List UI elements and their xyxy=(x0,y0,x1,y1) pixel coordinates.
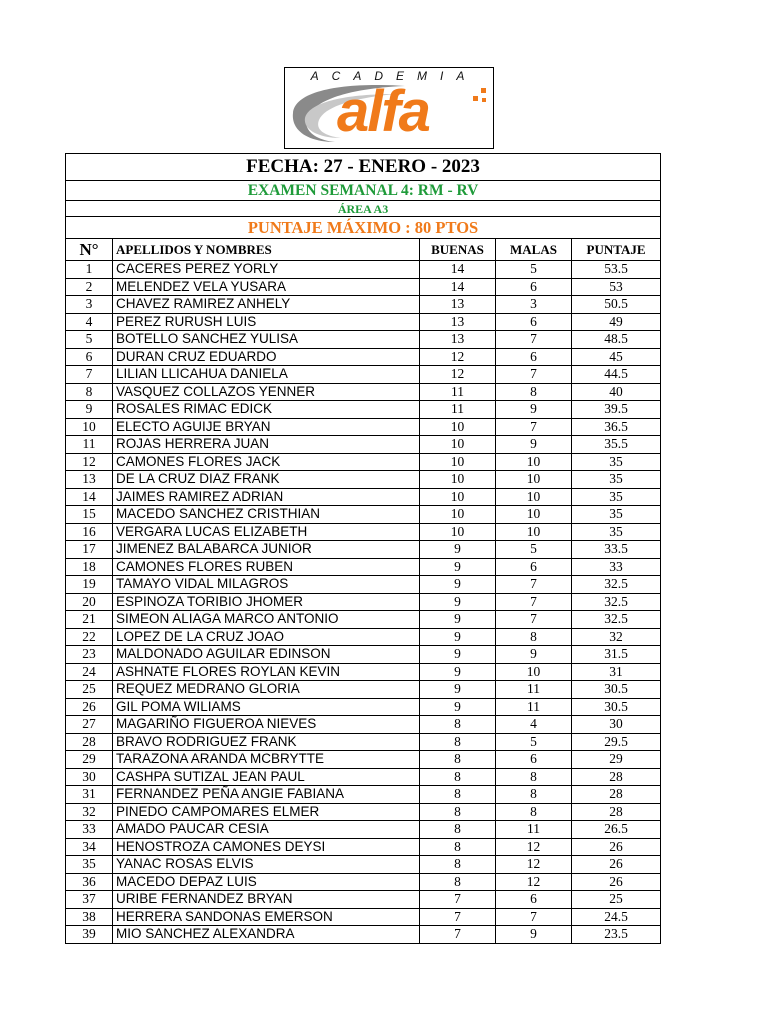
score-value: 24.5 xyxy=(572,908,661,926)
table-row xyxy=(66,593,661,611)
row-number: 14 xyxy=(66,488,113,506)
student-name: MALDONADO AGUILAR EDINSON xyxy=(113,646,420,664)
academia-alfa-logo xyxy=(284,67,494,149)
student-name: ELECTO AGUIJE BRYAN xyxy=(113,418,420,436)
row-number: 4 xyxy=(66,313,113,331)
buenas-count: 14 xyxy=(420,261,496,279)
exam-date: FECHA: 27 - ENERO - 2023 xyxy=(66,154,661,181)
row-number: 23 xyxy=(66,646,113,664)
table-row xyxy=(66,453,661,471)
malas-count: 9 xyxy=(496,401,572,419)
malas-count: 10 xyxy=(496,523,572,541)
table-row xyxy=(66,313,661,331)
score-value: 31 xyxy=(572,663,661,681)
buenas-count: 10 xyxy=(420,506,496,524)
student-name: REQUEZ MEDRANO GLORIA xyxy=(113,681,420,699)
student-name: HENOSTROZA CAMONES DEYSI xyxy=(113,838,420,856)
header-buenas: BUENAS xyxy=(420,239,496,261)
row-number: 28 xyxy=(66,733,113,751)
max-score: PUNTAJE MÁXIMO : 80 PTOS xyxy=(66,217,661,239)
student-name: JAIMES RAMIREZ ADRIAN xyxy=(113,488,420,506)
malas-count: 3 xyxy=(496,296,572,314)
student-name: LOPEZ DE LA CRUZ JOAO xyxy=(113,628,420,646)
student-name: TARAZONA ARANDA MCBRYTTE xyxy=(113,751,420,769)
row-number: 6 xyxy=(66,348,113,366)
table-row xyxy=(66,926,661,944)
buenas-count: 8 xyxy=(420,733,496,751)
malas-count: 10 xyxy=(496,663,572,681)
student-name: URIBE FERNANDEZ BRYAN xyxy=(113,891,420,909)
malas-count: 7 xyxy=(496,593,572,611)
score-value: 33 xyxy=(572,558,661,576)
buenas-count: 9 xyxy=(420,593,496,611)
row-number: 35 xyxy=(66,856,113,874)
row-number: 38 xyxy=(66,908,113,926)
row-number: 24 xyxy=(66,663,113,681)
table-row xyxy=(66,908,661,926)
row-number: 21 xyxy=(66,611,113,629)
malas-count: 8 xyxy=(496,383,572,401)
malas-count: 9 xyxy=(496,646,572,664)
student-name: HERRERA SANDONAS EMERSON xyxy=(113,908,420,926)
buenas-count: 13 xyxy=(420,296,496,314)
student-name: DE LA CRUZ DIAZ FRANK xyxy=(113,471,420,489)
score-value: 32.5 xyxy=(572,576,661,594)
table-row xyxy=(66,786,661,804)
logo-wordmark: alfa xyxy=(337,79,429,144)
table-row xyxy=(66,628,661,646)
student-name: CASHPA SUTIZAL JEAN PAUL xyxy=(113,768,420,786)
student-name: BOTELLO SANCHEZ YULISA xyxy=(113,331,420,349)
score-value: 35 xyxy=(572,523,661,541)
table-row xyxy=(66,348,661,366)
table-row xyxy=(66,331,661,349)
row-number: 2 xyxy=(66,278,113,296)
student-name: LILIAN LLICAHUA DANIELA xyxy=(113,366,420,384)
row-number: 16 xyxy=(66,523,113,541)
malas-count: 7 xyxy=(496,576,572,594)
row-number: 39 xyxy=(66,926,113,944)
student-name: TAMAYO VIDAL MILAGROS xyxy=(113,576,420,594)
buenas-count: 7 xyxy=(420,926,496,944)
table-row xyxy=(66,261,661,279)
table-row xyxy=(66,436,661,454)
table-row xyxy=(66,611,661,629)
buenas-count: 12 xyxy=(420,348,496,366)
malas-count: 10 xyxy=(496,506,572,524)
buenas-count: 8 xyxy=(420,873,496,891)
buenas-count: 9 xyxy=(420,646,496,664)
table-row xyxy=(66,401,661,419)
malas-count: 8 xyxy=(496,803,572,821)
score-value: 32.5 xyxy=(572,593,661,611)
header-puntaje: PUNTAJE xyxy=(572,239,661,261)
buenas-count: 7 xyxy=(420,908,496,926)
malas-count: 6 xyxy=(496,891,572,909)
header-number: N° xyxy=(66,239,113,261)
table-row xyxy=(66,383,661,401)
row-number: 1 xyxy=(66,261,113,279)
malas-count: 10 xyxy=(496,488,572,506)
table-row xyxy=(66,663,661,681)
row-number: 5 xyxy=(66,331,113,349)
table-row xyxy=(66,558,661,576)
row-number: 9 xyxy=(66,401,113,419)
table-row xyxy=(66,821,661,839)
score-value: 26 xyxy=(572,856,661,874)
table-row xyxy=(66,576,661,594)
buenas-count: 10 xyxy=(420,418,496,436)
malas-count: 11 xyxy=(496,681,572,699)
table-row xyxy=(66,891,661,909)
buenas-count: 8 xyxy=(420,751,496,769)
score-value: 28 xyxy=(572,803,661,821)
buenas-count: 10 xyxy=(420,523,496,541)
score-value: 32.5 xyxy=(572,611,661,629)
buenas-count: 8 xyxy=(420,838,496,856)
student-name: AMADO PAUCAR CESIA xyxy=(113,821,420,839)
buenas-count: 9 xyxy=(420,558,496,576)
table-row xyxy=(66,506,661,524)
row-number: 13 xyxy=(66,471,113,489)
malas-count: 5 xyxy=(496,733,572,751)
student-name: ASHNATE FLORES ROYLAN KEVIN xyxy=(113,663,420,681)
student-name: DURAN CRUZ EDUARDO xyxy=(113,348,420,366)
buenas-count: 9 xyxy=(420,698,496,716)
student-name: PEREZ RURUSH LUIS xyxy=(113,313,420,331)
buenas-count: 10 xyxy=(420,436,496,454)
buenas-count: 11 xyxy=(420,401,496,419)
buenas-count: 8 xyxy=(420,821,496,839)
score-value: 53.5 xyxy=(572,261,661,279)
student-name: VASQUEZ COLLAZOS YENNER xyxy=(113,383,420,401)
malas-count: 6 xyxy=(496,313,572,331)
row-number: 36 xyxy=(66,873,113,891)
score-value: 35.5 xyxy=(572,436,661,454)
score-value: 28 xyxy=(572,768,661,786)
buenas-count: 9 xyxy=(420,541,496,559)
student-name: CHAVEZ RAMIREZ ANHELY xyxy=(113,296,420,314)
table-row xyxy=(66,296,661,314)
score-value: 48.5 xyxy=(572,331,661,349)
row-number: 18 xyxy=(66,558,113,576)
malas-count: 4 xyxy=(496,716,572,734)
score-value: 35 xyxy=(572,488,661,506)
malas-count: 7 xyxy=(496,331,572,349)
table-row xyxy=(66,768,661,786)
malas-count: 11 xyxy=(496,698,572,716)
row-number: 25 xyxy=(66,681,113,699)
buenas-count: 9 xyxy=(420,663,496,681)
logo-top-text: ACADEMIA xyxy=(310,69,478,83)
malas-count: 7 xyxy=(496,418,572,436)
malas-count: 8 xyxy=(496,786,572,804)
score-value: 30.5 xyxy=(572,681,661,699)
buenas-count: 8 xyxy=(420,768,496,786)
malas-count: 8 xyxy=(496,768,572,786)
buenas-count: 13 xyxy=(420,313,496,331)
student-name: JIMENEZ BALABARCA JUNIOR xyxy=(113,541,420,559)
row-number: 32 xyxy=(66,803,113,821)
score-value: 28 xyxy=(572,786,661,804)
table-row xyxy=(66,681,661,699)
malas-count: 5 xyxy=(496,261,572,279)
malas-count: 10 xyxy=(496,471,572,489)
student-name: CAMONES FLORES RUBEN xyxy=(113,558,420,576)
buenas-count: 13 xyxy=(420,331,496,349)
malas-count: 9 xyxy=(496,926,572,944)
buenas-count: 7 xyxy=(420,891,496,909)
buenas-count: 9 xyxy=(420,681,496,699)
buenas-count: 10 xyxy=(420,488,496,506)
malas-count: 11 xyxy=(496,821,572,839)
table-row xyxy=(66,698,661,716)
table-row xyxy=(66,646,661,664)
header-malas: MALAS xyxy=(496,239,572,261)
buenas-count: 12 xyxy=(420,366,496,384)
score-value: 36.5 xyxy=(572,418,661,436)
malas-count: 7 xyxy=(496,366,572,384)
buenas-count: 8 xyxy=(420,803,496,821)
student-name: ESPINOZA TORIBIO JHOMER xyxy=(113,593,420,611)
malas-count: 8 xyxy=(496,628,572,646)
score-value: 29 xyxy=(572,751,661,769)
malas-count: 5 xyxy=(496,541,572,559)
row-number: 33 xyxy=(66,821,113,839)
malas-count: 6 xyxy=(496,558,572,576)
score-value: 26 xyxy=(572,873,661,891)
score-value: 44.5 xyxy=(572,366,661,384)
score-value: 26.5 xyxy=(572,821,661,839)
student-name: MIO SANCHEZ ALEXANDRA xyxy=(113,926,420,944)
score-value: 29.5 xyxy=(572,733,661,751)
table-row xyxy=(66,751,661,769)
student-name: BRAVO RODRIGUEZ FRANK xyxy=(113,733,420,751)
buenas-count: 10 xyxy=(420,453,496,471)
student-name: MAGARIÑO FIGUEROA NIEVES xyxy=(113,716,420,734)
row-number: 12 xyxy=(66,453,113,471)
score-value: 30.5 xyxy=(572,698,661,716)
row-number: 29 xyxy=(66,751,113,769)
row-number: 15 xyxy=(66,506,113,524)
buenas-count: 14 xyxy=(420,278,496,296)
row-number: 20 xyxy=(66,593,113,611)
header-name: APELLIDOS Y NOMBRES xyxy=(113,239,420,261)
row-number: 30 xyxy=(66,768,113,786)
buenas-count: 10 xyxy=(420,471,496,489)
malas-count: 6 xyxy=(496,278,572,296)
student-name: CACERES PEREZ YORLY xyxy=(113,261,420,279)
score-value: 40 xyxy=(572,383,661,401)
malas-count: 9 xyxy=(496,436,572,454)
score-value: 25 xyxy=(572,891,661,909)
score-value: 35 xyxy=(572,471,661,489)
student-name: SIMEON ALIAGA MARCO ANTONIO xyxy=(113,611,420,629)
student-name: MACEDO SANCHEZ CRISTHIAN xyxy=(113,506,420,524)
table-row xyxy=(66,471,661,489)
score-value: 53 xyxy=(572,278,661,296)
score-value: 49 xyxy=(572,313,661,331)
row-number: 22 xyxy=(66,628,113,646)
score-value: 30 xyxy=(572,716,661,734)
malas-count: 12 xyxy=(496,856,572,874)
results-table xyxy=(65,153,661,944)
student-name: FERNANDEZ PEÑA ANGIE FABIANA xyxy=(113,786,420,804)
row-number: 26 xyxy=(66,698,113,716)
score-value: 39.5 xyxy=(572,401,661,419)
buenas-count: 9 xyxy=(420,611,496,629)
table-row xyxy=(66,366,661,384)
malas-count: 7 xyxy=(496,611,572,629)
buenas-count: 8 xyxy=(420,716,496,734)
table-row xyxy=(66,838,661,856)
score-value: 33.5 xyxy=(572,541,661,559)
exam-title: EXAMEN SEMANAL 4: RM - RV xyxy=(66,181,661,201)
malas-count: 6 xyxy=(496,751,572,769)
student-name: ROSALES RIMAC EDICK xyxy=(113,401,420,419)
row-number: 8 xyxy=(66,383,113,401)
row-number: 27 xyxy=(66,716,113,734)
malas-count: 12 xyxy=(496,838,572,856)
student-name: MELENDEZ VELA YUSARA xyxy=(113,278,420,296)
table-row xyxy=(66,733,661,751)
buenas-count: 8 xyxy=(420,856,496,874)
score-value: 45 xyxy=(572,348,661,366)
score-value: 35 xyxy=(572,506,661,524)
student-name: ROJAS HERRERA JUAN xyxy=(113,436,420,454)
buenas-count: 9 xyxy=(420,576,496,594)
table-row xyxy=(66,716,661,734)
student-name: PINEDO CAMPOMARES ELMER xyxy=(113,803,420,821)
score-value: 26 xyxy=(572,838,661,856)
malas-count: 6 xyxy=(496,348,572,366)
score-value: 32 xyxy=(572,628,661,646)
table-row xyxy=(66,856,661,874)
table-row xyxy=(66,803,661,821)
table-row xyxy=(66,488,661,506)
student-name: VERGARA LUCAS ELIZABETH xyxy=(113,523,420,541)
score-value: 50.5 xyxy=(572,296,661,314)
table-row xyxy=(66,278,661,296)
score-value: 31.5 xyxy=(572,646,661,664)
malas-count: 7 xyxy=(496,908,572,926)
row-number: 7 xyxy=(66,366,113,384)
buenas-count: 8 xyxy=(420,786,496,804)
malas-count: 10 xyxy=(496,453,572,471)
score-value: 35 xyxy=(572,453,661,471)
buenas-count: 11 xyxy=(420,383,496,401)
student-name: GIL POMA WILIAMS xyxy=(113,698,420,716)
table-row xyxy=(66,873,661,891)
student-name: YANAC ROSAS ELVIS xyxy=(113,856,420,874)
row-number: 3 xyxy=(66,296,113,314)
row-number: 31 xyxy=(66,786,113,804)
student-name: CAMONES FLORES JACK xyxy=(113,453,420,471)
row-number: 19 xyxy=(66,576,113,594)
row-number: 10 xyxy=(66,418,113,436)
table-row xyxy=(66,541,661,559)
score-value: 23.5 xyxy=(572,926,661,944)
malas-count: 12 xyxy=(496,873,572,891)
table-row xyxy=(66,418,661,436)
buenas-count: 9 xyxy=(420,628,496,646)
student-name: MACEDO DEPAZ LUIS xyxy=(113,873,420,891)
exam-area: ÁREA A3 xyxy=(66,201,661,217)
row-number: 34 xyxy=(66,838,113,856)
row-number: 17 xyxy=(66,541,113,559)
row-number: 37 xyxy=(66,891,113,909)
table-row xyxy=(66,523,661,541)
row-number: 11 xyxy=(66,436,113,454)
